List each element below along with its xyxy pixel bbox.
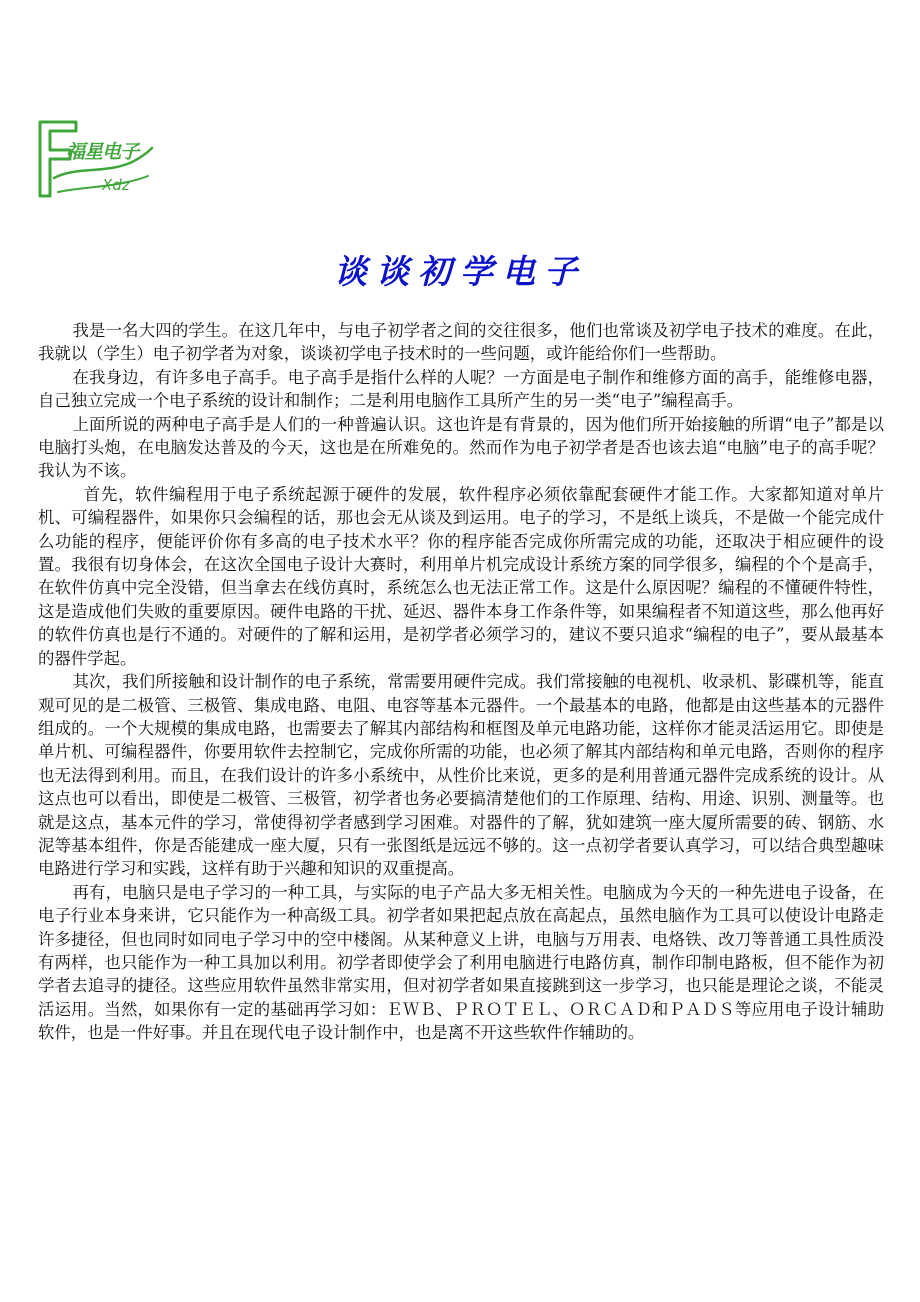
paragraph-second: 其次，我们所接触和设计制作的电子系统，常需要用硬件完成。我们常接触的电视机、收录机、影碟机等，能直观可见的是二极管、三极管、集成电路、电阻、电容等基本元器件。一个最基本的电路，他都是由这些基本的元器件组成的。一个大规模的集成电路，也需要去了解其内部结构和框图及单元电路功能，这样你才能灵活运用它。即使是单片机、可编程器件，你要用软件去控制它，完成你所需的功能，也必须了解其内部结构和单元电路，否则你的程序也无法得到利用。而且，在我们设计的许多小系统中，从性价比来说，更多的是利用普通元器件完成系统的设计。从这点也可以看出，即使是二极管、三极管，初学者也务必要搞清楚他们的工作原理、结构、用途、识别、测量等。也就是这点，基本元件的学习，常使得初学者感到学习困难。对器件的了解，犹如建筑一座大厦所需要的砖、钢筋、水泥等基本组件，你是否能建成一座大厦，只有一张图纸是远远不够的。这一点初学者要认真学习，可以结合典型趣味电路进行学习和实践，这样有助于兴趣和知识的双重提高。 bbox=[38, 672, 884, 879]
logo-brand-text: 福星电子 bbox=[66, 141, 139, 163]
logo-sub-text: Xdz bbox=[102, 176, 130, 194]
company-logo bbox=[36, 118, 166, 200]
paragraph-third: 再有，电脑只是电子学习的一种工具，与实际的电子产品大多无相关性。电脑成为今天的一种先进电子设备，在电子行业本身来讲，它只能作为一种高级工具。初学者如果把起点放在高起点，虽然电脑作为工具可以使设计电路走许多捷径，但也同时如同电子学习中的空中楼阁。从某种意义上讲，电脑与万用表、电烙铁、改刀等普通工具性质没有两样，也只能作为一种工具加以利用。初学者即使学会了利用电脑进行电路仿真，制作印制电路板，但不能作为初学者去追寻的捷径。这些应用软件虽然非常实用，但对初学者如果直接跳到这一步学习，也只能是理论之谈，不能灵活运用。当然，如果你有一定的基础再学习如：ＥＷＢ、ＰＲＯＴＥＬ、ＯＲＣＡＤ和ＰＡＤＳ等应用电子设计辅助软件，也是一件好事。并且在现代电子设计制作中，也是离不开这些软件作辅助的。 bbox=[38, 882, 884, 1043]
paragraph-common-view: 上面所说的两种电子高手是人们的一种普遍认识。这也许是有背景的，因为他们所开始接触的所谓“电子”都是以电脑打头炮，在电脑发达普及的今天，这也是在所难免的。然而作为电子初学者是否也该去追“电脑”电子的高手呢？我认为不该。 bbox=[38, 414, 884, 481]
logo-graphic bbox=[36, 118, 166, 200]
paragraph-intro: 我是一名大四的学生。在这几年中，与电子初学者之间的交往很多，他们也常谈及初学电子技术的难度。在此，我就以（学生）电子初学者为对象，谈谈初学电子技术时的一些问题，或许能给你们一些帮助。 bbox=[38, 321, 884, 364]
paragraph-first: 首先，软件编程用于电子系统起源于硬件的发展，软件程序必须依靠配套硬件才能工作。大家都知道对单片机、可编程器件，如果你只会编程的话，那也会无从谈及到运用。电子的学习，不是纸上谈兵，不是做一个能完成什么功能的程序，便能评价你有多高的电子技术水平？你的程序能否完成你所需完成的功能，还取决于相应硬件的设置。我很有切身体会，在这次全国电子设计大赛时，利用单片机完成设计系统方案的同学很多，编程的个个是高手，在软件仿真中完全没错，但当拿去在线仿真时，系统怎么也无法正常工作。这是什么原因呢？编程的不懂硬件特性，这是造成他们失败的重要原因。硬件电路的干扰、延迟、器件本身工作条件等，如果编程者不知道这些，那么他再好的软件仿真也是行不通的。对硬件的了解和运用，是初学者必须学习的，建议不要只追求“编程的电子”，要从最基本的器件学起。 bbox=[38, 484, 884, 668]
article-body bbox=[38, 319, 884, 1045]
paragraph-experts: 在我身边，有许多电子高手。电子高手是指什么样的人呢？一方面是电子制作和维修方面的高手，能维修电器，自己独立完成一个电子系统的设计和制作；二是利用电脑作工具所产生的另一类“电子”编程高手。 bbox=[38, 367, 884, 411]
document-title: 谈谈初学电子 bbox=[334, 252, 586, 291]
